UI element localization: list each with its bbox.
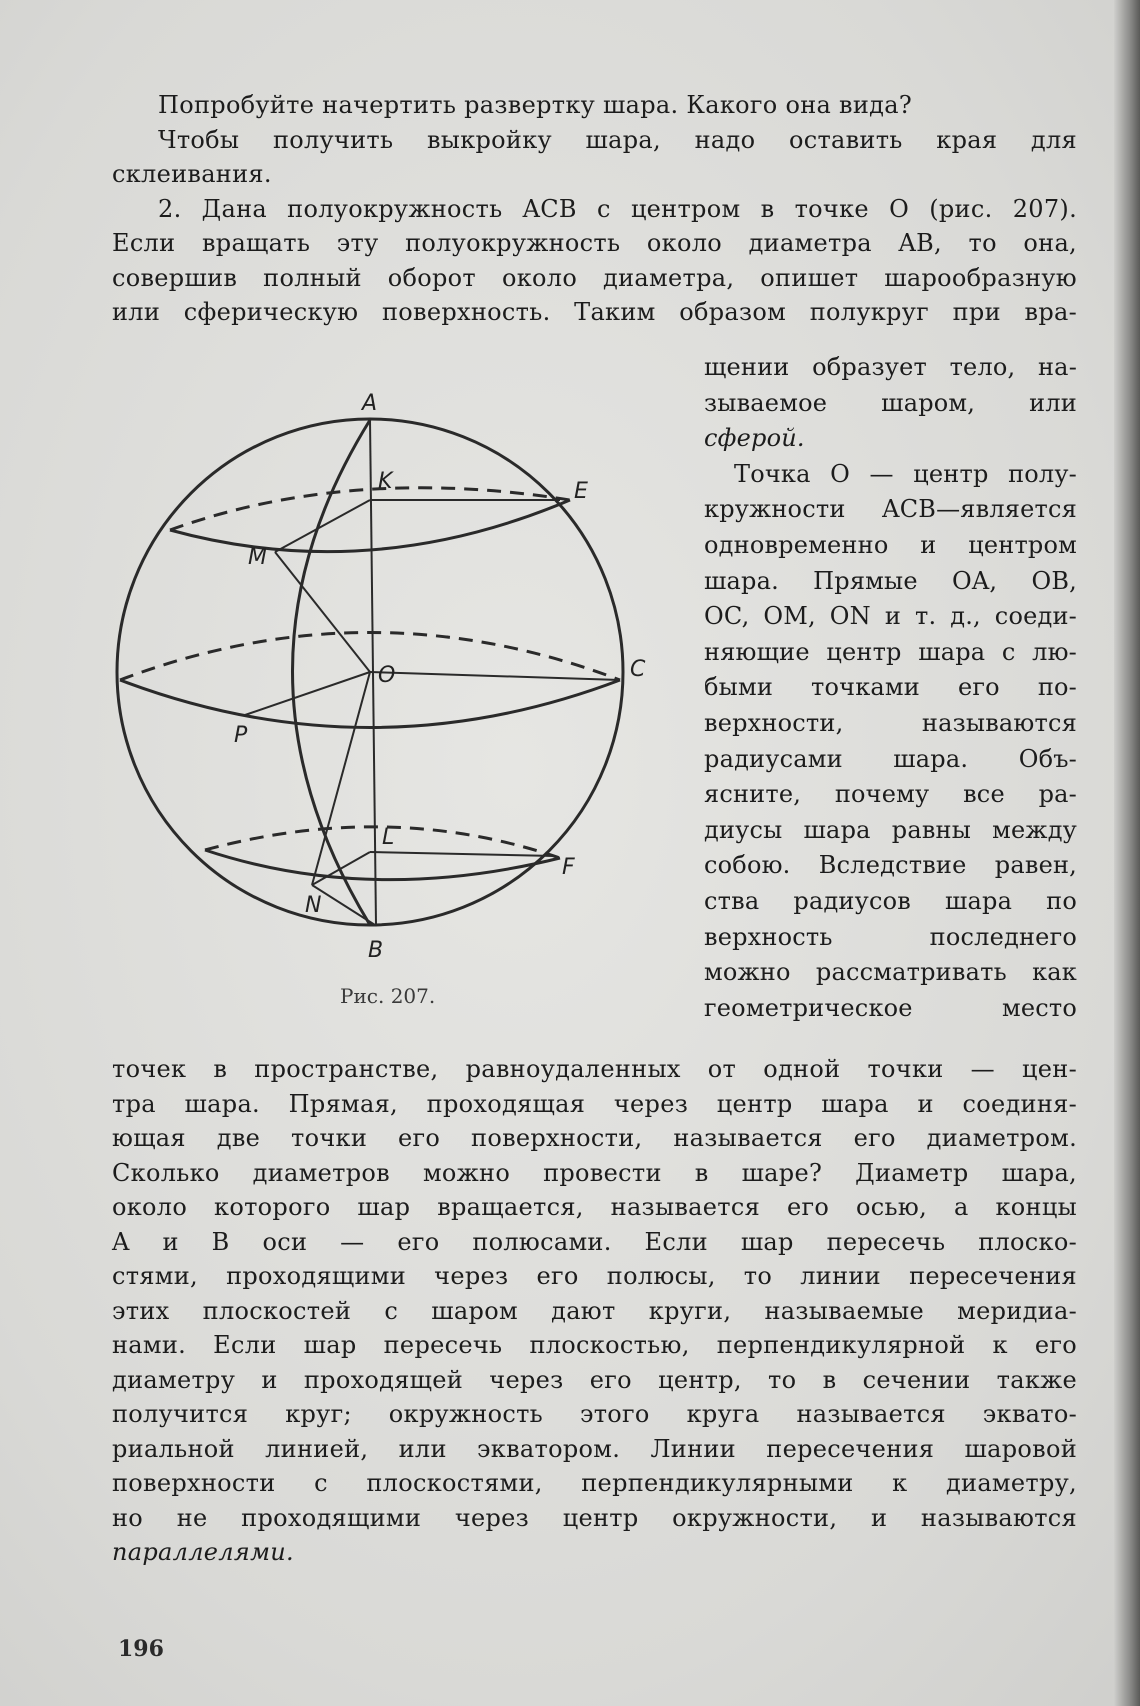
text-line: 2. Дана полуокружность ACB с центром в точке O (рис. 207). <box>158 194 1077 223</box>
text-line: нами. Если шар пересечь плоскостью, перпендикулярной к его <box>112 1331 1077 1359</box>
label-a: A <box>362 391 378 416</box>
text-line: Сколько диаметров можно провести в шаре? Диаметр шара, <box>112 1158 1077 1187</box>
text-line: одновременно и центром <box>704 530 1077 559</box>
text-line: сферой. <box>704 424 805 453</box>
text-line: но не проходящими через центр окружности, и называются <box>112 1503 1077 1532</box>
page-number: 196 <box>118 1636 164 1662</box>
label-n: N <box>305 893 322 918</box>
text-line: щении образует тело, на- <box>704 353 1077 381</box>
text-line: Если вращать эту полуокружность около диаметра AB, то она, <box>112 229 1077 257</box>
text-line: Попробуйте начертить развертку шара. Какого она вида? <box>158 91 912 119</box>
text-line: совершив полный оборот около диаметра, опишет шарообразную <box>112 263 1077 292</box>
text-line: ющая две точки его поверхности, называется его диаметром. <box>112 1124 1077 1152</box>
bottom-text-block <box>112 1052 1077 1570</box>
text-line: ясните, почему все ра- <box>704 780 1077 809</box>
text-line: точек в пространстве, равноудаленных от одной точки — цен- <box>112 1055 1077 1083</box>
label-b: B <box>368 938 384 963</box>
label-e: E <box>574 479 588 504</box>
text-line: Чтобы получить выкройку шара, надо оставить края для <box>158 125 1077 154</box>
text-line: геометрическое место <box>704 993 1077 1022</box>
text-line: можно рассматривать как <box>704 958 1077 987</box>
text-line: верхности, называются <box>704 708 1077 737</box>
text-line: получится круг; окружность этого круга называется эквато- <box>112 1400 1077 1428</box>
text-line: или сферическую поверхность. Таким образом полукруг при вра- <box>112 298 1077 326</box>
top-text-block <box>112 88 1077 330</box>
text-line: стями, проходящими через его полюсы, то линии пересечения <box>112 1262 1077 1290</box>
radius-on <box>312 672 370 885</box>
text-line: поверхности с плоскостями, перпендикулярными к диаметру, <box>112 1469 1077 1497</box>
radius-op <box>245 672 370 715</box>
text-line: риальной линией, или экватором. Линии пересечения шаровой <box>112 1434 1077 1463</box>
text-line: зываемое шаром, или <box>704 388 1077 417</box>
label-c: C <box>630 657 646 682</box>
text-line: няющие центр шара с лю- <box>704 637 1077 666</box>
text-line: шара. Прямые OA, OB, <box>704 566 1077 595</box>
segment-mk <box>275 500 370 552</box>
text-line: около которого шар вращается, называется его осью, а концы <box>112 1193 1077 1221</box>
upper-parallel-front <box>170 500 570 552</box>
text-line: склеивания. <box>112 160 272 188</box>
text-line: быми точками его по- <box>704 673 1077 702</box>
book-gutter-shadow <box>1114 0 1140 1706</box>
figure-caption: Рис. 207. <box>340 984 436 1008</box>
segment-lf <box>370 852 555 856</box>
text-line: диаметру и проходящей через его центр, то в сечении также <box>112 1365 1077 1394</box>
label-l: L <box>382 825 395 850</box>
label-m: M <box>248 545 267 570</box>
label-f: F <box>562 855 575 880</box>
text-line: A и B оси — его полюсами. Если шар пересечь плоско- <box>112 1227 1077 1256</box>
text-line: собою. Вследствие равен, <box>704 851 1077 880</box>
text-line: ства радиусов шара по <box>704 886 1077 915</box>
text-line: кружности ACB—является <box>704 495 1077 524</box>
text-line: верхность последнего <box>704 922 1077 951</box>
equator-front <box>120 680 620 728</box>
label-o: O <box>378 663 396 688</box>
text-line: диусы шара равны между <box>704 815 1077 844</box>
text-line: этих плоскостей с шаром дают круги, называемые меридиа- <box>112 1296 1077 1325</box>
wrapped-text-block <box>704 350 1077 1026</box>
label-k: K <box>378 469 393 494</box>
text-line: параллелями. <box>112 1538 294 1566</box>
radius-oc <box>370 672 620 680</box>
sphere-diagram <box>100 380 660 963</box>
text-line: тра шара. Прямая, проходящая через центр шара и соединя- <box>112 1089 1077 1118</box>
text-line: Точка O — центр полу- <box>734 459 1077 488</box>
label-p: P <box>234 723 248 748</box>
text-line: радиусами шара. Объ- <box>704 744 1077 773</box>
text-line: OC, OM, ON и т. д., соеди- <box>704 602 1077 631</box>
radius-om <box>275 552 370 672</box>
